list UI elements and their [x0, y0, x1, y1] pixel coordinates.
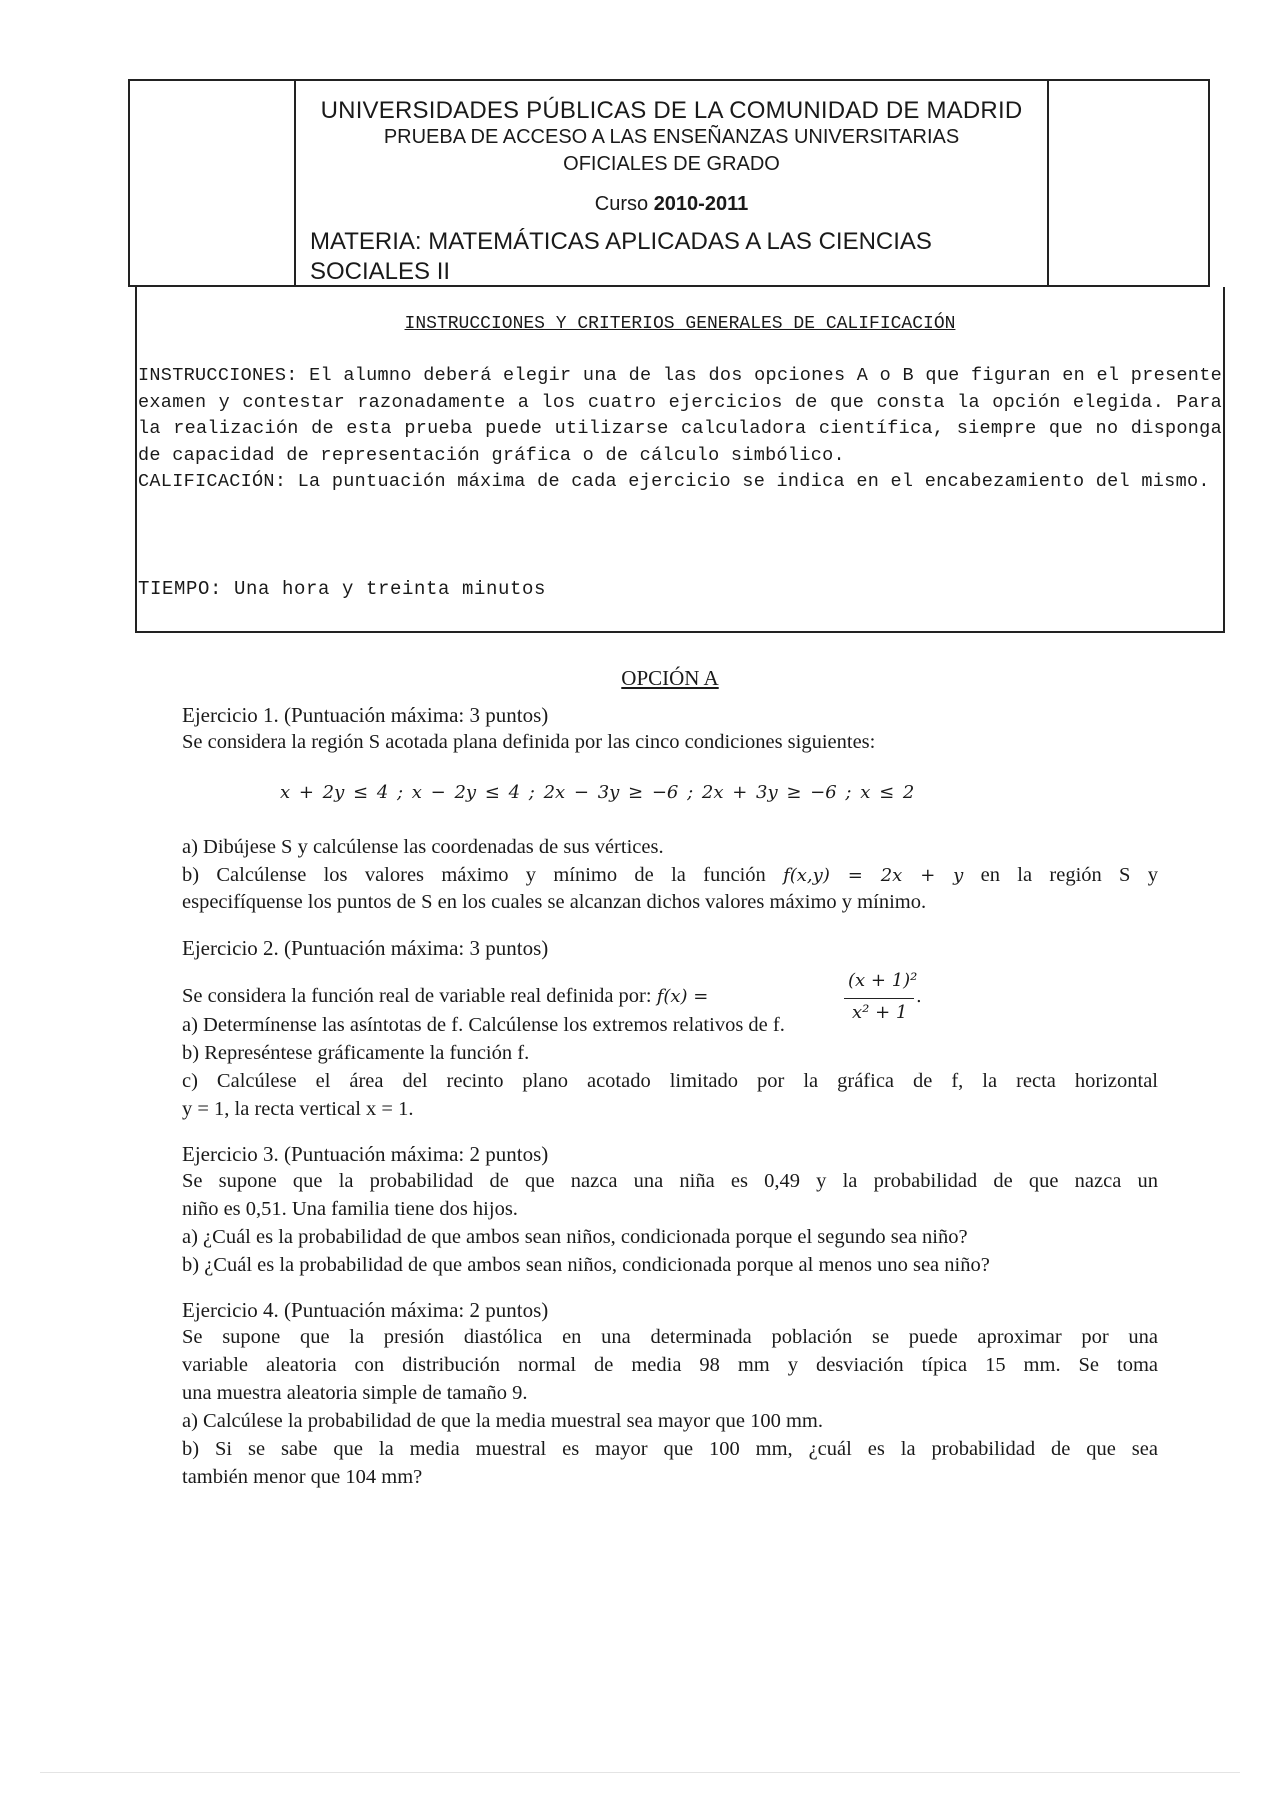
- instructions-box: [135, 287, 1225, 633]
- exercise-1-b-function: f(x,y) = 2x + y: [783, 865, 964, 886]
- exercise-4-line3: una muestra aleatoria simple de tamaño 9.: [182, 1382, 528, 1404]
- exercise-3-line1: Se supone que la probabilidad de que nazca una niña es 0,49 y la probabilidad de que nazca un: [182, 1170, 1158, 1192]
- exam-header: [128, 79, 1210, 287]
- course-label: Curso: [594, 193, 649, 215]
- exercise-2-part-a: a) Determínense las asíntotas de f. Calcúlense los extremos relativos de f.: [182, 1014, 785, 1036]
- exercise-2-part-b: b) Represéntese gráficamente la función f.: [182, 1042, 530, 1064]
- exercise-1-constraints: x + 2y ≤ 4 ; x − 2y ≤ 4 ; 2x − 3y ≥ −6 ; 2x + 3y ≥ −6 ; x ≤ 2: [280, 782, 915, 803]
- page-bottom-rule: [40, 1772, 1240, 1773]
- university-name: UNIVERSIDADES PÚBLICAS DE LA COMUNIDAD DE MADRID: [320, 97, 1023, 124]
- exam-time: TIEMPO: Una hora y treinta minutos: [138, 578, 547, 600]
- exercise-1-title: Ejercicio 1. (Puntuación máxima: 3 puntos): [182, 703, 549, 727]
- instructions-text: [138, 363, 1222, 496]
- exercise-3-part-b: b) ¿Cuál es la probabilidad de que ambos sean niños, condicionada porque al menos uno sea niño?: [182, 1254, 990, 1276]
- subject: MATERIA: MATEMÁTICAS APLICADAS A LAS CIENCIAS SOCIALES II: [310, 228, 932, 285]
- instructions-paragraph: INSTRUCCIONES: El alumno deberá elegir una de las dos opciones A o B que figuran en el presente examen y contestar razonadamente a los cuatro ejercicios de que consta la opción elegida. Para la realización de esta prueba puede utilizarse calculadora científica, siempre que no disponga de capacidad de representación gráfica o de cálculo simbólico.: [138, 365, 1222, 466]
- header-right-cell: [1047, 81, 1208, 285]
- exercise-2-part-c-line2: y = 1, la recta vertical x = 1.: [182, 1098, 414, 1120]
- exercise-2-numerator: (x + 1)²: [848, 970, 918, 991]
- header-center: [296, 81, 1047, 285]
- grading-paragraph: CALIFICACIÓN: La puntuación máxima de cada ejercicio se indica en el encabezamiento del mismo.: [138, 471, 1210, 492]
- exam-name-line1: PRUEBA DE ACCESO A LAS ENSEÑANZAS UNIVERSITARIAS: [383, 126, 960, 148]
- exercise-1-part-a: a) Dibújese S y calcúlense las coordenadas de sus vértices.: [182, 836, 664, 858]
- exercise-4-title: Ejercicio 4. (Puntuación máxima: 2 puntos): [182, 1298, 549, 1322]
- instructions-title: INSTRUCCIONES Y CRITERIOS GENERALES DE CALIFICACIÓN: [404, 314, 956, 334]
- exercise-4-part-b-line2: también menor que 104 mm?: [182, 1466, 423, 1488]
- course: [296, 193, 1047, 216]
- exercise-2-part-c-line1: c) Calcúlese el área del recinto plano acotado limitado por la gráfica de f, la recta horizontal: [182, 1070, 1158, 1092]
- exercise-3-part-a: a) ¿Cuál es la probabilidad de que ambos sean niños, condicionada porque el segundo sea niño?: [182, 1226, 968, 1248]
- exercise-3-line2: niño es 0,51. Una familia tiene dos hijos.: [182, 1198, 518, 1220]
- exercise-1-b-post: en la región S y: [980, 864, 1159, 886]
- exercise-1-b-pre: b) Calcúlense los valores máximo y mínimo de la función: [182, 864, 766, 886]
- exercise-4-part-a: a) Calcúlese la probabilidad de que la media muestral sea mayor que 100 mm.: [182, 1410, 823, 1432]
- exercise-2-intro: Se considera la función real de variable real definida por:: [182, 985, 652, 1007]
- exercise-3-title: Ejercicio 3. (Puntuación máxima: 2 puntos): [182, 1142, 549, 1166]
- exercise-2-period: .: [916, 986, 922, 1007]
- exercise-2-fx: f(x) =: [656, 986, 709, 1007]
- exam-name-line2: OFICIALES DE GRADO: [563, 153, 780, 175]
- exercise-4-part-b-line1: b) Si se sabe que la media muestral es mayor que 100 mm, ¿cuál es la probabilidad de que sea: [182, 1438, 1158, 1460]
- exercise-1-intro: Se considera la región S acotada plana definida por las cinco condiciones siguientes:: [182, 731, 876, 753]
- exercise-4-line1: Se supone que la presión diastólica en una determinada población se puede aproximar por una: [182, 1326, 1158, 1348]
- exercise-2-intro-line: [182, 985, 1158, 1008]
- exercise-2-title: Ejercicio 2. (Puntuación máxima: 3 puntos): [182, 936, 549, 960]
- fraction-bar: [844, 998, 914, 999]
- exercise-2-denominator: x² + 1: [852, 1002, 908, 1023]
- option-heading: OPCIÓN A: [621, 666, 719, 690]
- exercise-4-line2: variable aleatoria con distribución normal de media 98 mm y desviación típica 15 mm. Se toma: [182, 1354, 1158, 1376]
- course-years: 2010-2011: [653, 193, 749, 215]
- exercise-1-part-b-line1: [182, 864, 1158, 887]
- header-left-cell: [130, 81, 296, 285]
- exercise-1-part-b-line2: especifíquense los puntos de S en los cuales se alcanzan dichos valores máximo y mínimo.: [182, 891, 927, 913]
